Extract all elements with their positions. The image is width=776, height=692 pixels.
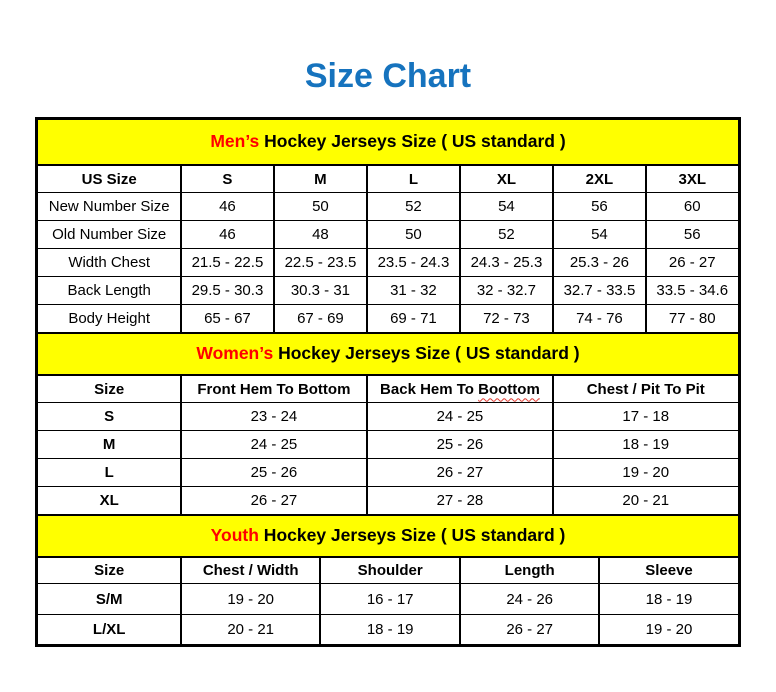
back-hem-misspelled-word: Boottom	[478, 380, 540, 398]
womens-data-row-m	[37, 431, 739, 459]
size-value-cell: 54	[553, 221, 646, 249]
mens-section-band	[37, 118, 739, 165]
size-value-cell: 24.3 - 25.3	[460, 249, 553, 277]
size-value-cell: 29.5 - 30.3	[181, 277, 274, 305]
mens-col-header-3xl: 3XL	[646, 165, 739, 193]
youth-section-title	[37, 515, 739, 557]
size-value-cell: 69 - 71	[367, 305, 460, 333]
womens-section-band	[37, 333, 739, 375]
youth-row-label: S/M	[37, 584, 181, 615]
size-value-cell: 25 - 26	[181, 459, 367, 487]
womens-row-label: XL	[37, 487, 181, 515]
youth-section-label-red: Youth	[210, 525, 259, 546]
size-value-cell: 24 - 25	[367, 403, 553, 431]
mens-data-row-body-height	[37, 305, 739, 333]
page-title: Size Chart	[304, 57, 472, 95]
youth-section-band	[37, 515, 739, 557]
womens-data-row-l	[37, 459, 739, 487]
size-value-cell: 21.5 - 22.5	[181, 249, 274, 277]
size-value-cell: 48	[274, 221, 367, 249]
size-value-cell: 18 - 19	[553, 431, 739, 459]
size-value-cell: 26 - 27	[460, 615, 600, 646]
womens-data-row-xl	[37, 487, 739, 515]
size-value-cell: 24 - 25	[181, 431, 367, 459]
youth-header-row	[37, 557, 739, 584]
size-value-cell: 72 - 73	[460, 305, 553, 333]
mens-col-header-l: L	[367, 165, 460, 193]
size-value-cell: 46	[181, 193, 274, 221]
size-value-cell: 20 - 21	[181, 615, 321, 646]
youth-col-header-size: Size	[37, 557, 181, 584]
size-chart-table	[35, 117, 740, 648]
size-value-cell: 52	[367, 193, 460, 221]
youth-col-header-chest-width: Chest / Width	[181, 557, 321, 584]
size-value-cell: 25.3 - 26	[553, 249, 646, 277]
mens-col-header-us-size: US Size	[37, 165, 181, 193]
size-value-cell: 25 - 26	[367, 431, 553, 459]
womens-row-label: L	[37, 459, 181, 487]
mens-col-header-xl: XL	[460, 165, 553, 193]
size-value-cell: 26 - 27	[646, 249, 739, 277]
size-value-cell: 60	[646, 193, 739, 221]
mens-section-label-red: Men’s	[210, 131, 260, 152]
mens-data-row-back-length	[37, 277, 739, 305]
size-value-cell: 26 - 27	[367, 459, 553, 487]
womens-section-label-rest: Hockey Jerseys Size ( US standard )	[273, 343, 580, 364]
size-value-cell: 19 - 20	[599, 615, 739, 646]
youth-col-header-shoulder: Shoulder	[320, 557, 460, 584]
size-value-cell: 77 - 80	[646, 305, 739, 333]
size-value-cell: 23.5 - 24.3	[367, 249, 460, 277]
mens-row-label: Width Chest	[37, 249, 181, 277]
size-value-cell: 32 - 32.7	[460, 277, 553, 305]
size-value-cell: 30.3 - 31	[274, 277, 367, 305]
youth-data-row-lxl	[37, 615, 739, 646]
size-value-cell: 32.7 - 33.5	[553, 277, 646, 305]
mens-row-label: New Number Size	[37, 193, 181, 221]
size-value-cell: 50	[367, 221, 460, 249]
mens-col-header-s: S	[181, 165, 274, 193]
back-hem-label-prefix: Back Hem To	[380, 380, 479, 398]
size-value-cell: 33.5 - 34.6	[646, 277, 739, 305]
size-value-cell: 56	[553, 193, 646, 221]
mens-section-title	[37, 118, 739, 165]
mens-col-header-m: M	[274, 165, 367, 193]
womens-data-row-s	[37, 403, 739, 431]
size-value-cell: 22.5 - 23.5	[274, 249, 367, 277]
womens-row-label: S	[37, 403, 181, 431]
womens-row-label: M	[37, 431, 181, 459]
mens-row-label: Old Number Size	[37, 221, 181, 249]
size-value-cell: 26 - 27	[181, 487, 367, 515]
size-value-cell: 23 - 24	[181, 403, 367, 431]
size-value-cell: 19 - 20	[553, 459, 739, 487]
size-value-cell: 54	[460, 193, 553, 221]
youth-data-row-sm	[37, 584, 739, 615]
womens-col-header-front-hem: Front Hem To Bottom	[181, 375, 367, 403]
mens-col-header-2xl: 2XL	[553, 165, 646, 193]
womens-header-row	[37, 375, 739, 403]
size-value-cell: 27 - 28	[367, 487, 553, 515]
size-value-cell: 18 - 19	[599, 584, 739, 615]
size-value-cell: 19 - 20	[181, 584, 321, 615]
youth-col-header-length: Length	[460, 557, 600, 584]
mens-row-label: Back Length	[37, 277, 181, 305]
mens-data-row-width-chest	[37, 249, 739, 277]
womens-col-header-chest: Chest / Pit To Pit	[553, 375, 739, 403]
mens-header-row	[37, 165, 739, 193]
size-value-cell: 50	[274, 193, 367, 221]
size-value-cell: 46	[181, 221, 274, 249]
size-value-cell: 74 - 76	[553, 305, 646, 333]
youth-col-header-sleeve: Sleeve	[599, 557, 739, 584]
size-value-cell: 31 - 32	[367, 277, 460, 305]
womens-section-title	[37, 333, 739, 375]
size-value-cell: 16 - 17	[320, 584, 460, 615]
mens-data-row-new-number-size	[37, 193, 739, 221]
womens-col-header-size: Size	[37, 375, 181, 403]
size-value-cell: 20 - 21	[553, 487, 739, 515]
size-value-cell: 67 - 69	[274, 305, 367, 333]
mens-section-label-rest: Hockey Jerseys Size ( US standard )	[259, 131, 566, 152]
size-value-cell: 24 - 26	[460, 584, 600, 615]
size-value-cell: 65 - 67	[181, 305, 274, 333]
size-value-cell: 18 - 19	[320, 615, 460, 646]
size-value-cell: 52	[460, 221, 553, 249]
womens-col-header-back-hem	[367, 375, 553, 403]
mens-row-label: Body Height	[37, 305, 181, 333]
size-value-cell: 56	[646, 221, 739, 249]
mens-data-row-old-number-size	[37, 221, 739, 249]
youth-section-label-rest: Hockey Jerseys Size ( US standard )	[258, 525, 566, 546]
youth-row-label: L/XL	[37, 615, 181, 646]
size-value-cell: 17 - 18	[553, 403, 739, 431]
womens-section-label-red: Women’s	[196, 343, 274, 364]
